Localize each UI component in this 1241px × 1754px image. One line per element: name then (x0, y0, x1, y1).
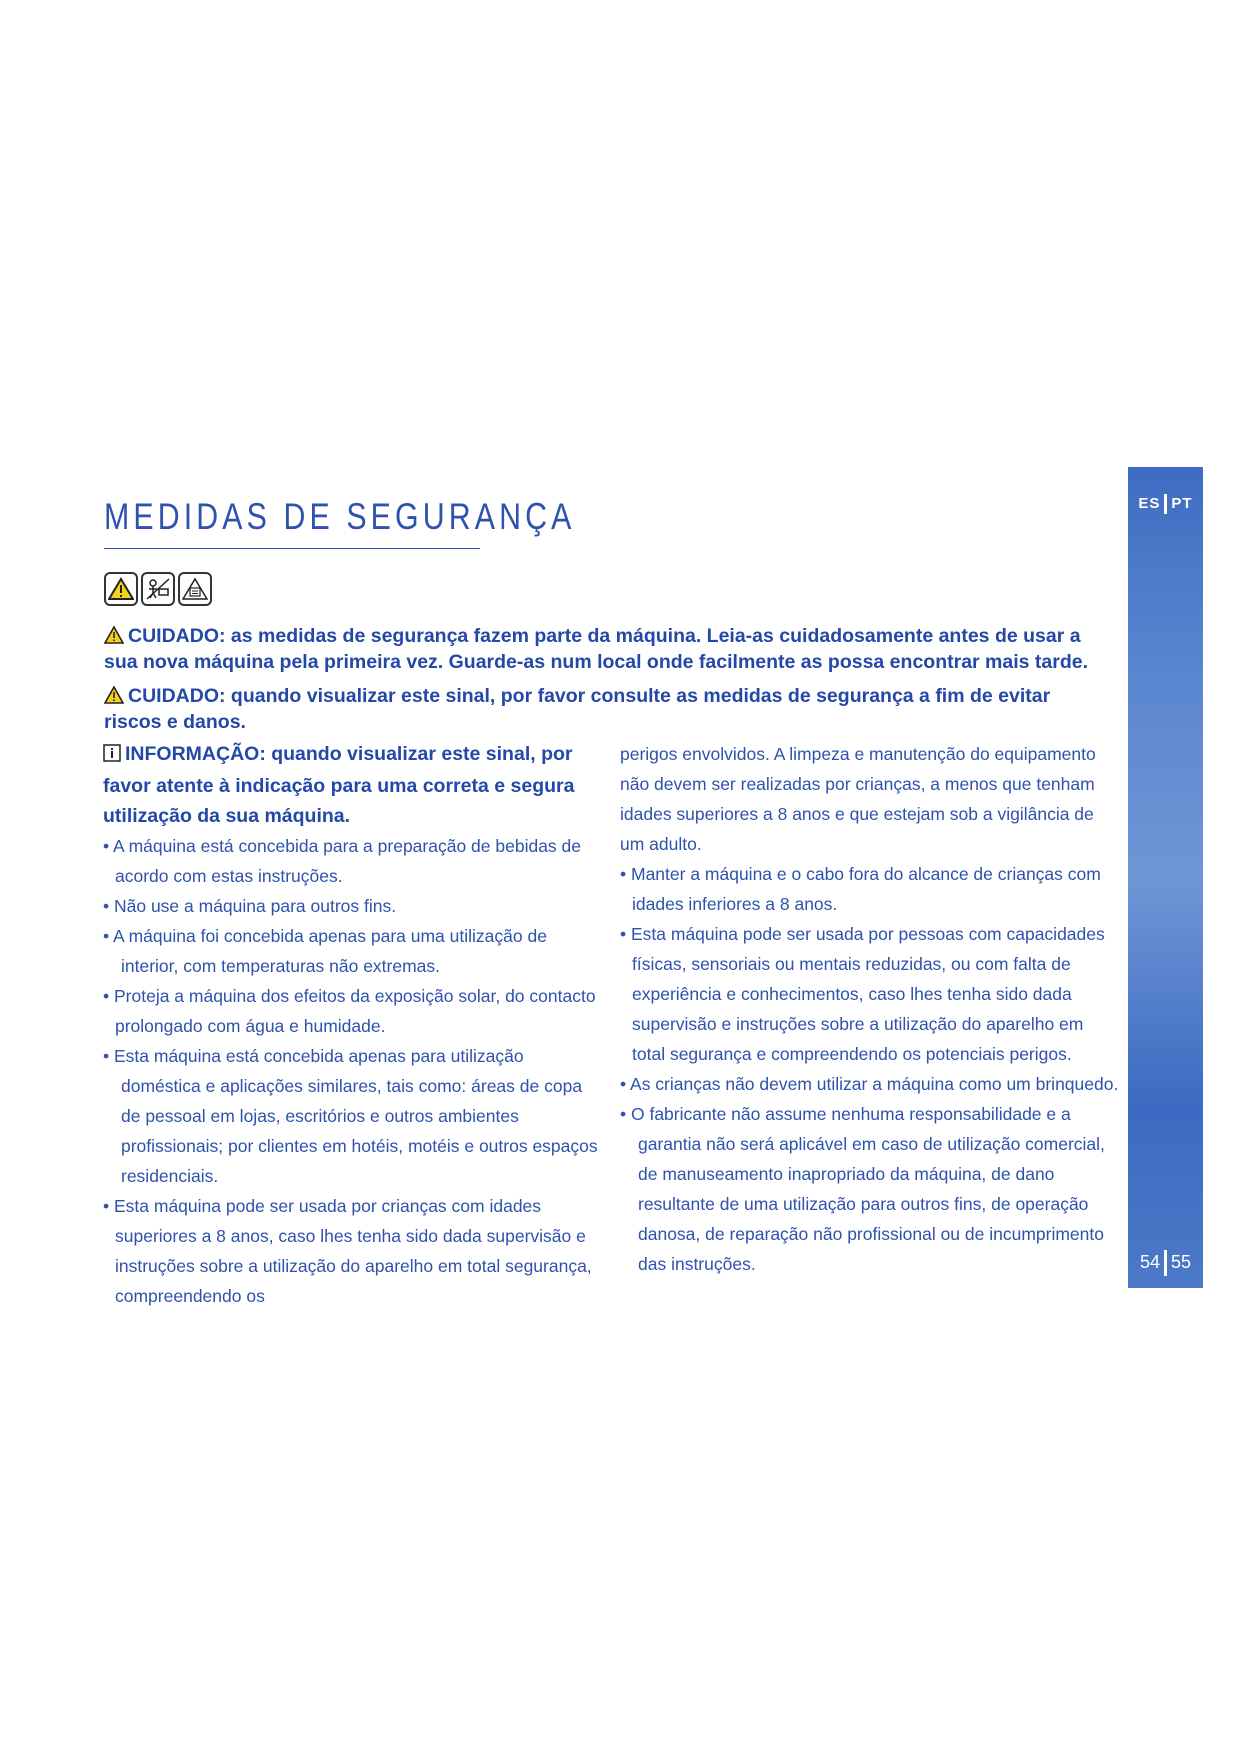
warning-icon (104, 572, 138, 606)
lang-es: ES (1138, 494, 1161, 512)
page-separator (1164, 1250, 1167, 1276)
list-item: • Esta máquina pode ser usada por crianças com idades superiores a 8 anos, caso lhes tenha sido dada supervisão e instruções sobre a utilização do aparelho em total segurança, compreendendo os (103, 1196, 592, 1306)
list-item: • A máquina foi concebida apenas para uma utilização de interior, com temperaturas não extremas. (103, 926, 547, 976)
lang-separator (1164, 494, 1167, 514)
page-numbers (1128, 1250, 1203, 1276)
language-indicator (1128, 494, 1203, 514)
info-icon (103, 741, 121, 771)
list-item: • O fabricante não assume nenhuma responsabilidade e a garantia não será aplicável em caso de utilização comercial, de manuseamento inapropriado da máquina, de dano resultante de uma utilização para outros fins, de operação danosa, de reparação não profissional ou de incumprimento das instruções. (620, 1104, 1105, 1274)
info-heading (103, 739, 603, 831)
caution-triangle-icon (104, 626, 124, 650)
list-item: • As crianças não devem utilizar a máquina como um brinquedo. (620, 1074, 1119, 1094)
left-column (103, 739, 603, 1311)
page-left: 54 (1139, 1251, 1160, 1272)
continued-text: perigos envolvidos. A limpeza e manutenção do equipamento não devem ser realizadas por crianças, a menos que tenham idades superiores a 8 anos e que estejam sob a vigilância de um adulto. (620, 744, 1096, 854)
caution-block (104, 624, 1104, 744)
list-item: • A máquina está concebida para a preparação de bebidas de acordo com estas instruções. (103, 836, 582, 886)
page-right: 55 (1171, 1251, 1192, 1272)
list-item: • Manter a máquina e o cabo fora do alcance de crianças com idades inferiores a 8 anos. (620, 864, 1101, 914)
lang-pt: PT (1171, 494, 1193, 512)
read-manual-icon (178, 572, 212, 606)
list-item: • Esta máquina está concebida apenas para utilização doméstica e aplicações similares, tais como: áreas de copa de pessoal em lojas, escritórios e outros ambientes profissionais; por clientes em hotéis, motéis e outros espaços residenciais. (103, 1046, 598, 1186)
language-sidebar (1128, 467, 1203, 1288)
safety-icons (104, 572, 212, 606)
page-title: MEDIDAS DE SEGURANÇA (104, 496, 576, 537)
caution-1 (104, 624, 1104, 674)
caution-triangle-icon (104, 686, 124, 710)
right-column (620, 739, 1120, 1279)
list-item: • Não use a máquina para outros fins. (103, 896, 397, 916)
caution-2-text: CUIDADO: quando visualizar este sinal, por favor consulte as medidas de segurança a fim de evitar riscos e danos. (104, 685, 1051, 733)
caution-1-text: CUIDADO: as medidas de segurança fazem parte da máquina. Leia-as cuidadosamente antes de usar a sua nova máquina pela primeira vez. Guarde-as num local onde facilmente as possa encontrar mais tarde. (104, 625, 1089, 673)
no-children-icon (141, 572, 175, 606)
list-item: • Proteja a máquina dos efeitos da exposição solar, do contacto prolongado com água e humidade. (103, 986, 596, 1036)
title-underline (104, 548, 480, 549)
info-text: INFORMAÇÃO: quando visualizar este sinal, por favor atente à indicação para uma correta e segura utilização da sua máquina. (103, 743, 575, 827)
caution-2 (104, 684, 1104, 734)
list-item: • Esta máquina pode ser usada por pessoas com capacidades físicas, sensoriais ou mentais reduzidas, ou com falta de experiência e conhecimentos, caso lhes tenha sido dada supervisão e instruções sobre a utilização do aparelho em total segurança e compreendendo os potenciais perigos. (620, 924, 1105, 1064)
